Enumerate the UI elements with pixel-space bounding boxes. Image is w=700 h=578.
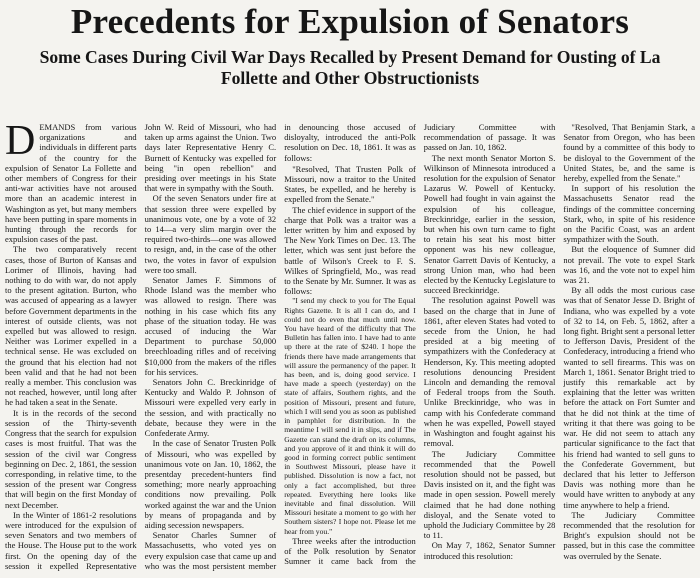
article-paragraph: It is in the records of the second session of the Thirty-seventh Congress that the search for expulsion cases is most fruitful. That was the session of the civil war Congress beginning on Dec. 2, 1861, the session corresponding, in relative time, to the session of the present war Congress that will begin on the first Monday of next December. bbox=[5, 407, 137, 510]
article-paragraph: The two comparatively recent cases, those of Burton of Kansas and Lorimer of Illinois, having had nothing to do with war, do not apply to the present agitation. Burton, who was accused of appearing as a lawyer before Government departments in the interest of outside clients, was not expelled but was allowed to resign. Neither was Lorimer expelled in a technical sense. He was excluded on the ground that his election had not been valid and that he had not been really a member. This conclusion was not reached, however, until long after he had taken a seat in the Senate. bbox=[5, 244, 137, 408]
article-paragraph: The next month Senator Morton S. Wilkinson of Minnesota introduced a resolution for the expulsion of Senator Lazarus W. Powell of Kentucky. Powell had fought in vain against the expulsion of his colleague, Breckinridge, earlier in the session, but when his own turn came to fight to retain his seat his most bitter opponent was his new colleague, Senator Garrett Davis of Kentucky, a strong Union man, who had been elected by the Kentucky Legislature to succeed Breckinridge. bbox=[423, 152, 556, 296]
article-paragraph: The chief evidence in support of the charge that Polk was a traitor was a letter written by him and exposed by The New York Times on Dec. 13. The letter, which was sent just before the battle of Wilson's Creek to F. S. Wilkes of Springfield, Mo., was read to the Senate by Mr. Sumner. It was as follows: bbox=[284, 204, 416, 297]
article-paragraph: By all odds the most curious case was that of Senator Jesse D. Bright of Indiana, who was expelled by a vote of 32 to 14, on Feb. 5, 1862, after a long fight. Bright sent a personal letter to Jefferson Davis, President of the Confederacy, introducing a friend who wanted to sell firearms. This was on March 1, 1861. Senator Bright tried to justify this remarkable act by explaining that the letter was written before the attack on Fort Sumter and that he did not think at the time of writing it that there was going to be war. He did not seem to attach any particular significance to the fact that his friend had wanted to sell guns to the Confederate Government, but declared that his letter to Jefferson Davis was nothing more than he would have written to anybody at any time anywhere to help a friend. bbox=[563, 285, 695, 510]
article-paragraph: Senator Charles Sumner of Massachusetts, who voted yes on every expulsion case that came up and who was the most persistent member in denouncing those accused of disloyalty, introduced the anti-Polk resolution on Dec. 18, 1861. It was as follows: bbox=[144, 122, 416, 571]
headline: Precedents for Expulsion of Senators bbox=[70, 2, 630, 41]
article-paragraph: On May 7, 1862, Senator Sumner introduced this resolution: bbox=[423, 540, 556, 561]
article-paragraph: In the case of Senator Trusten Polk of Missouri, who was expelled by unanimous vote on Jan. 10, 1862, the presentday precedent-hunters find something; more nearly approaching conditions now prevailing. Polk worked against the war and the Union by means of propaganda and by aiding secession newspapers. bbox=[144, 438, 277, 530]
article-paragraph: In the Winter of 1861-2 resolutions were introduced for the expulsion of seven Senators and two members of the House. The House put to the work first. On the opening day of the session it expelled Representative John W. Reid of Missouri, who had taken up arms against the Union. Two days later Representative Henry C. Burnett of Kentucky was expelled for being "in open rebellion" and presiding over meetings in his State that were in sympathy with the South. bbox=[5, 122, 277, 571]
article-paragraph: But the eloquence of Sumner did not prevail. The vote to expel Stark was 16, and the vote not to expel him was 21. bbox=[563, 244, 695, 286]
quoted-resolution: "Resolved, That Trusten Polk of Missouri, now a traitor to the United States, be expelled, and he hereby is expelled from the Senate." bbox=[284, 163, 416, 205]
article-paragraph: The Judiciary Committee recommended that the resolution for Bright's expulsion should not be passed, but in this case the committee was overruled by the Senate. bbox=[563, 509, 695, 561]
article-paragraph: Three weeks after the introduction of the Polk resolution by Senator Sumner it came back from the Judiciary Committee with recommendation of passage. It was passed on Jan. 10, 1862. bbox=[284, 122, 556, 567]
subheadline: Some Cases During Civil War Days Recalled by Present Demand for Ousting of La Follette and Other Obstructionists bbox=[39, 47, 661, 88]
article-paragraph: Of the seven Senators under fire at that session three were expelled by unanimous vote, one by a vote of 32 to 14—a very slim margin over the required two-thirds—one was allowed to resign, and, in the case of the other two, the votes in favor of expulsion were too small. bbox=[144, 193, 277, 275]
article-paragraph: The Judiciary Committee recommended that the Powell resolution should not be passed, but Davis insisted on it, and the fight was made in open session. Powell merely claimed that he had done nothing disloyal, and the Senate voted to uphold the Judiciary Committee by 28 to 11. bbox=[423, 448, 556, 541]
article-paragraph: In support of his resolution the Massachusetts Senator read the findings of the committee concerning Stark, who, in spite of his residence on the Pacific Coast, was an ardent sympathizer with the South. bbox=[563, 183, 695, 245]
article-body bbox=[5, 122, 695, 576]
article-paragraph: Senator James F. Simmons of Rhode Island was the member who was allowed to resign. There was nothing in his case which fits any phase of the situation today. He was accused of inducing the War Department to purchase 50,000 breechloading rifles and of receiving $10,000 from the makers of the rifles for his services. bbox=[144, 275, 277, 377]
drop-cap: D bbox=[5, 122, 36, 164]
quoted-resolution: "Resolved, That Benjamin Stark, a Senator from Oregon, who has been found by a committee of this body to be disloyal to the Government of the United States, be, and the same is hereby, expelled from the Senate." bbox=[563, 122, 695, 184]
article-paragraph: DEMANDS from various organizations and individuals in different parts of the country for the expulsion of Senator La Follette and other members of Congress for their anti-war activities have not aroused more than an academic interest in Washington as yet, but many members have been putting in spare moments in hunting through the records for expulsion cases of the past. bbox=[5, 122, 137, 245]
article-paragraph: The resolution against Powell was based on the charge that in June of 1861, after eleven States had voted to secede from the Union, he had presided at a big meeting of sympathizers with the Confederacy at Henderson, Ky. This meeting adopted resolutions denouncing President Lincoln and demanding the removal of Federal troops from the South. Unlike Breckinridge, who was in camp with his Confederate command when he was expelled, Powell stayed in Washington and fought against his removal. bbox=[423, 295, 556, 449]
article-paragraph: Senators John C. Breckinridge of Kentucky and Waldo P. Johnson of Missouri were expelled very early in the session, and with practically no debate, because they were in the Confederate Army. bbox=[144, 377, 277, 439]
quoted-letter: "I send my check to you for The Equal Rights Gazette. It is all I can do, and I could not do even that much until now. You have heard of the difficulty that The Bulletin has fallen into. I have had to ante up there at the rate of $240. I hope the friends there have made arrangements that will assure the permanency of the paper. It has been, and is, doing good service. I have made a speech (yesterday) on the state of affairs, Southern rights, and the position of Missouri, present and future, which I will send you as soon as published in pamphlet for distribution. In the meantime I will send it in slips, and if The Gazette can stand the draft on its columns, and you approve of it and think it will do good in forming correct public sentiment in Southwest Missouri, please have it published. Dissolution is now a fact, not only a fact accomplished, but three repeated. Everything here looks like inevitable and final dissolution. Will Missouri hesitate a moment to go with her Southern sisters? I hope not. Please let me hear from you." bbox=[284, 296, 416, 536]
